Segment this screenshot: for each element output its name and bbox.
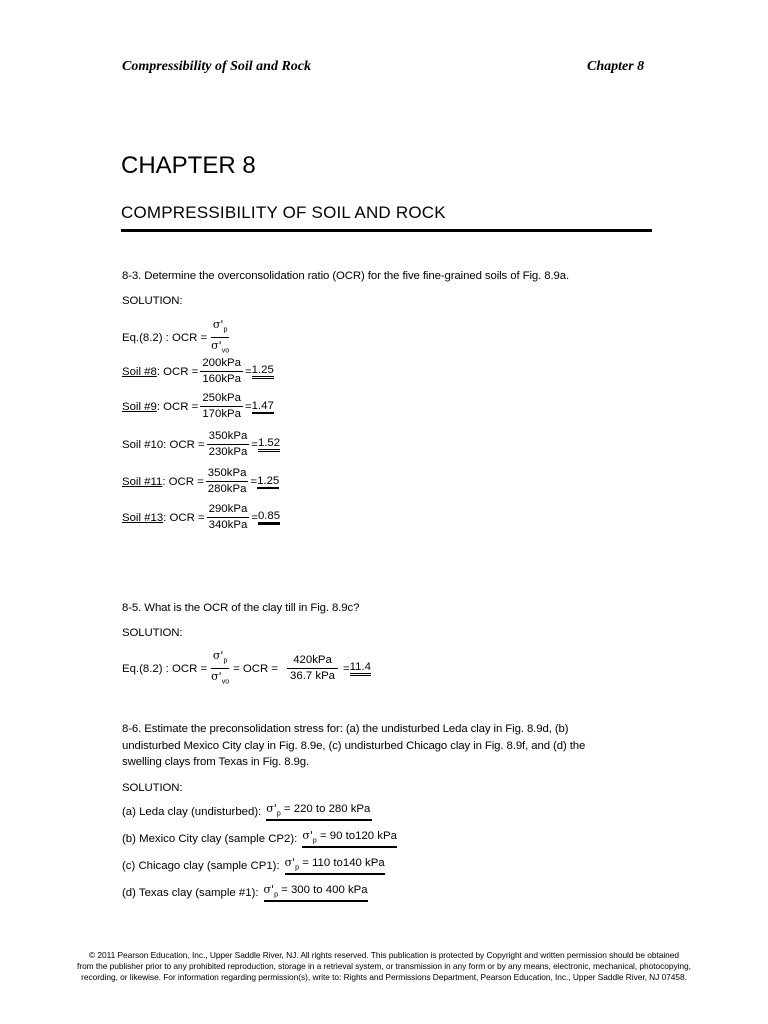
subscript-p: p <box>223 326 228 334</box>
preconsolidation-value: $\sigma'_p = 110$ to140 kPa <box>285 856 385 875</box>
subscript-vo: vo <box>221 347 230 355</box>
ocr-result: 1.25 <box>252 364 274 379</box>
ocr-result: 0.85 <box>258 510 280 525</box>
clay-label: (d) Texas clay (sample #1): <box>122 886 259 899</box>
ocr-prefix: : OCR = <box>163 511 205 524</box>
running-header-chapter: Chapter 8 <box>587 59 645 74</box>
ocr-row-soil-13 <box>122 503 280 532</box>
equals-sign: = <box>244 365 252 378</box>
ocr-prefix: : OCR = <box>156 400 199 413</box>
chapter-subtitle: COMPRESSIBILITY OF SOIL AND ROCK <box>121 203 446 222</box>
copyright-footer <box>0 950 768 983</box>
problem-8-3-question: 8-3. Determine the overconsolidation ratio (OCR) for the five fine-grained soils of Fig. 8.9a. <box>122 270 570 282</box>
soil-label: Soil #11 <box>122 475 163 488</box>
equals-ocr-text: = OCR = <box>233 662 279 675</box>
preconsolidation-row-texas <box>122 883 368 902</box>
preconsolidation-value: $\sigma'_p = 220$ to 280 kPa <box>266 802 372 821</box>
ratio-fraction: $\frac{\text{250kPa}}{\text{170kPa}}$ <box>202 392 241 420</box>
ratio-fraction: $\frac{\text{420kPa}}{\text{36.7 kPa}}$ <box>284 654 341 683</box>
equals-sign: = <box>251 438 258 451</box>
ocr-fraction <box>209 318 231 358</box>
problem-8-3-solution-label: SOLUTION: <box>122 295 183 307</box>
problem-8-5-question: 8-5. What is the OCR of the clay till in Fig. 8.9c? <box>122 602 360 614</box>
problem-8-6-question-line1: 8-6. Estimate the preconsolidation stress for: (a) the undisturbed Leda clay in Fig. 8.9d, (b) <box>122 723 569 735</box>
problem-8-6-question-line3: swelling clays from Texas in Fig. 8.9g. <box>122 756 310 768</box>
clay-label: (b) Mexico City clay (sample CP2): <box>122 832 298 845</box>
equation-label: Eq.(8.2) : OCR = <box>122 331 208 344</box>
preconsolidation-value: $\sigma'_p = 300$ to 400 kPa <box>264 883 368 902</box>
ocr-result: 1.52 <box>258 437 280 452</box>
preconsolidation-row-mexico-city <box>122 829 397 848</box>
clay-label: (c) Chicago clay (sample CP1): <box>122 859 280 872</box>
running-header-title: Compressibility of Soil and Rock <box>122 59 312 74</box>
ocr-result: 11.4 <box>350 661 371 676</box>
soil-label: Soil #8 <box>122 365 157 378</box>
problem-8-5-equation <box>122 649 371 689</box>
problem-8-3-equation <box>122 318 233 358</box>
title-rule <box>121 229 652 232</box>
ocr-result: 1.47 <box>251 399 274 412</box>
preconsolidation-row-chicago <box>122 856 385 875</box>
equals-sign: = <box>251 511 258 524</box>
ocr-prefix: : OCR = <box>162 475 204 488</box>
soil-label: Soil #9 <box>122 400 157 413</box>
chapter-title: CHAPTER 8 <box>121 152 256 179</box>
footer-line: from the publisher prior to any prohibited reproduction, storage in a retrieval system, or transmission in any form or by any means, electronic, mechanical, photocopying, <box>77 961 691 971</box>
soil-label: Soil #10 <box>122 438 164 451</box>
equation-label: Eq.(8.2) : OCR = <box>122 662 208 675</box>
ocr-row-soil-9 <box>122 392 274 421</box>
preconsolidation-row-leda <box>122 802 372 821</box>
footer-line: recording, or likewise. For information regarding permission(s), write to: Rights and Permissions Department, Pearson Education, Inc., Upper Saddle River, NJ 07458. <box>81 972 687 982</box>
equals-sign: = <box>343 662 350 675</box>
problem-8-5-solution-label: SOLUTION: <box>122 627 183 639</box>
ocr-prefix: : OCR = <box>156 365 199 378</box>
ratio-fraction: $\frac{\text{350kPa}}{\text{230kPa}}$ <box>208 430 248 458</box>
ocr-fraction: $\frac{\sigma'_p}{\sigma'_{vo}}$ <box>211 649 230 686</box>
ocr-row-soil-11 <box>122 467 279 496</box>
ocr-row-soil-10 <box>122 430 280 459</box>
problem-8-6-solution-label: SOLUTION: <box>122 782 183 794</box>
ratio-fraction: $\frac{\text{290kPa}}{\text{340kPa}}$ <box>208 503 248 531</box>
ratio-fraction: $\frac{\text{350kPa}}{\text{280kPa}}$ <box>207 467 247 495</box>
clay-label: (a) Leda clay (undisturbed): <box>122 805 262 818</box>
sigma-symbol: σ' <box>211 339 222 353</box>
problem-8-6-question-line2: undisturbed Mexico City clay in Fig. 8.9e, (c) undisturbed Chicago clay in Fig. 8.9f, and (d) the <box>122 740 586 752</box>
ocr-row-soil-8 <box>122 357 274 386</box>
preconsolidation-value: $\sigma'_p = 90$ to120 kPa <box>302 829 397 848</box>
ratio-fraction: $\frac{\text{200kPa}}{\text{160kPa}}$ <box>202 357 241 385</box>
ocr-result: 1.25 <box>257 474 280 487</box>
equals-sign: = <box>244 400 252 413</box>
soil-label: Soil #13 <box>122 511 164 524</box>
equals-sign: = <box>250 475 258 488</box>
sigma-symbol: σ' <box>212 318 224 331</box>
ocr-prefix: : OCR = <box>163 438 205 451</box>
footer-line: © 2011 Pearson Education, Inc., Upper Saddle River, NJ. All rights reserved. This publication is protected by Copyright and written permission should be obtained <box>89 950 679 960</box>
